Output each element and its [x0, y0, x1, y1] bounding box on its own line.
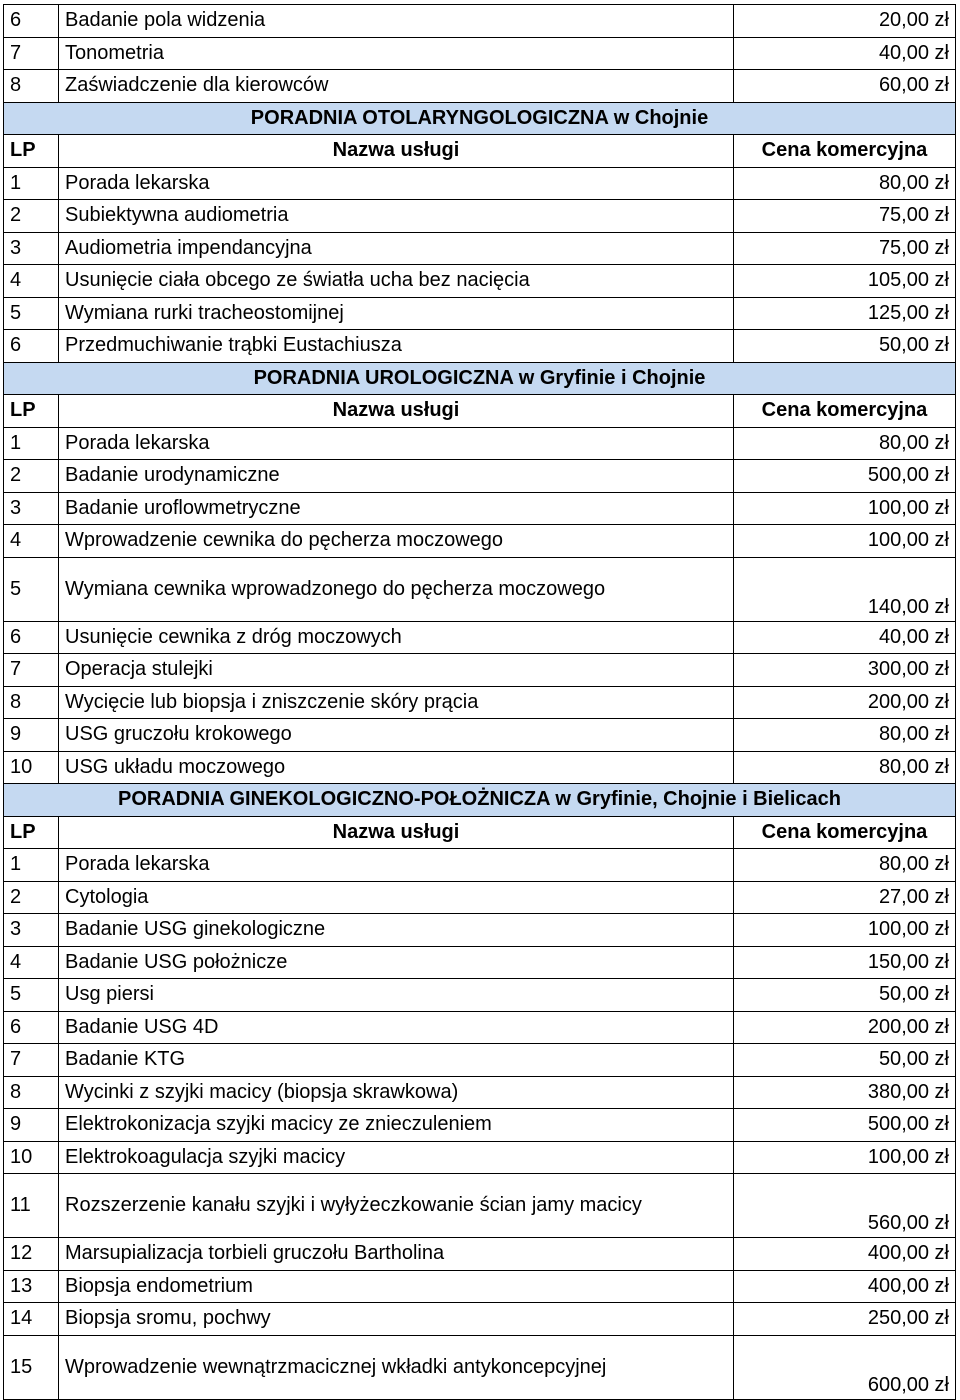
row-number: 8 [4, 686, 59, 719]
row-number: 5 [4, 297, 59, 330]
table-row [4, 1335, 956, 1399]
service-name: Biopsja sromu, pochwy [59, 1303, 734, 1336]
service-name: Operacja stulejki [59, 654, 734, 687]
row-number: 6 [4, 330, 59, 363]
table-row [4, 1238, 956, 1271]
column-header-row [4, 135, 956, 168]
row-number: 14 [4, 1303, 59, 1336]
section-header-row [4, 362, 956, 395]
column-header-row [4, 395, 956, 428]
row-number: 9 [4, 1109, 59, 1142]
table-row [4, 37, 956, 70]
row-number: 5 [4, 557, 59, 621]
column-header-price: Cena komercyjna [734, 816, 956, 849]
service-price: 100,00 zł [734, 1141, 956, 1174]
service-name: Cytologia [59, 881, 734, 914]
row-number: 13 [4, 1270, 59, 1303]
service-name: Elektrokonizacja szyjki macicy ze znieczuleniem [59, 1109, 734, 1142]
service-name: Biopsja endometrium [59, 1270, 734, 1303]
service-price: 105,00 zł [734, 265, 956, 298]
table-row [4, 1141, 956, 1174]
service-price: 60,00 zł [734, 70, 956, 103]
service-name: Przedmuchiwanie trąbki Eustachiusza [59, 330, 734, 363]
row-number: 2 [4, 200, 59, 233]
service-price: 80,00 zł [734, 751, 956, 784]
column-header-name: Nazwa usługi [59, 135, 734, 168]
service-price: 20,00 zł [734, 5, 956, 38]
table-row [4, 330, 956, 363]
table-row [4, 70, 956, 103]
row-number: 6 [4, 5, 59, 38]
table-row [4, 719, 956, 752]
table-row [4, 654, 956, 687]
row-number: 7 [4, 1044, 59, 1077]
service-price: 100,00 zł [734, 914, 956, 947]
column-header-lp: LP [4, 395, 59, 428]
service-price: 75,00 zł [734, 232, 956, 265]
service-price: 380,00 zł [734, 1076, 956, 1109]
table-row [4, 232, 956, 265]
service-price: 80,00 zł [734, 427, 956, 460]
service-price: 150,00 zł [734, 946, 956, 979]
service-price: 80,00 zł [734, 167, 956, 200]
row-number: 8 [4, 1076, 59, 1109]
table-row [4, 492, 956, 525]
table-row [4, 914, 956, 947]
service-name: Audiometria impendancyjna [59, 232, 734, 265]
row-number: 4 [4, 946, 59, 979]
service-price: 100,00 zł [734, 525, 956, 558]
service-name: Tonometria [59, 37, 734, 70]
row-number: 8 [4, 70, 59, 103]
service-price: 40,00 zł [734, 37, 956, 70]
service-name: Porada lekarska [59, 427, 734, 460]
service-price: 250,00 zł [734, 1303, 956, 1336]
table-row [4, 5, 956, 38]
column-header-row [4, 816, 956, 849]
service-name: Porada lekarska [59, 167, 734, 200]
row-number: 6 [4, 1011, 59, 1044]
table-row [4, 167, 956, 200]
price-list-body [4, 5, 956, 1400]
row-number: 3 [4, 914, 59, 947]
section-header-row [4, 784, 956, 817]
row-number: 12 [4, 1238, 59, 1271]
service-price: 200,00 zł [734, 1011, 956, 1044]
service-price: 500,00 zł [734, 1109, 956, 1142]
service-price: 80,00 zł [734, 849, 956, 882]
service-price: 75,00 zł [734, 200, 956, 233]
row-number: 7 [4, 37, 59, 70]
service-name: Wymiana cewnika wprowadzonego do pęcherza moczowego [59, 557, 734, 621]
service-price: 50,00 zł [734, 979, 956, 1012]
column-header-lp: LP [4, 816, 59, 849]
service-name: Badanie urodynamiczne [59, 460, 734, 493]
service-name: Wprowadzenie cewnika do pęcherza moczowego [59, 525, 734, 558]
table-row [4, 621, 956, 654]
table-row [4, 751, 956, 784]
table-row [4, 525, 956, 558]
row-number: 2 [4, 460, 59, 493]
row-number: 6 [4, 621, 59, 654]
table-row [4, 881, 956, 914]
service-price: 300,00 zł [734, 654, 956, 687]
table-row [4, 200, 956, 233]
table-row [4, 979, 956, 1012]
service-price: 400,00 zł [734, 1270, 956, 1303]
table-row [4, 1076, 956, 1109]
service-name: USG układu moczowego [59, 751, 734, 784]
row-number: 3 [4, 492, 59, 525]
table-row [4, 297, 956, 330]
service-name: Usunięcie ciała obcego ze światła ucha bez nacięcia [59, 265, 734, 298]
service-price: 50,00 zł [734, 1044, 956, 1077]
table-row [4, 1303, 956, 1336]
service-name: Usunięcie cewnika z dróg moczowych [59, 621, 734, 654]
table-row [4, 946, 956, 979]
row-number: 7 [4, 654, 59, 687]
table-row [4, 1044, 956, 1077]
service-price: 50,00 zł [734, 330, 956, 363]
table-row [4, 265, 956, 298]
row-number: 2 [4, 881, 59, 914]
table-row [4, 1109, 956, 1142]
table-row [4, 557, 956, 621]
column-header-name: Nazwa usługi [59, 816, 734, 849]
service-name: Zaświadczenie dla kierowców [59, 70, 734, 103]
row-number: 10 [4, 751, 59, 784]
row-number: 9 [4, 719, 59, 752]
service-price: 400,00 zł [734, 1238, 956, 1271]
table-row [4, 460, 956, 493]
section-title: PORADNIA UROLOGICZNA w Gryfinie i Chojnie [4, 362, 956, 395]
service-price: 140,00 zł [734, 557, 956, 621]
table-row [4, 427, 956, 460]
row-number: 1 [4, 427, 59, 460]
service-name: Badanie USG 4D [59, 1011, 734, 1044]
service-name: Subiektywna audiometria [59, 200, 734, 233]
service-price: 500,00 zł [734, 460, 956, 493]
service-name: Badanie KTG [59, 1044, 734, 1077]
row-number: 5 [4, 979, 59, 1012]
service-name: Wprowadzenie wewnątrzmacicznej wkładki antykoncepcyjnej [59, 1335, 734, 1399]
row-number: 11 [4, 1174, 59, 1238]
service-price: 125,00 zł [734, 297, 956, 330]
service-name: Badanie pola widzenia [59, 5, 734, 38]
row-number: 4 [4, 265, 59, 298]
service-name: Wycięcie lub biopsja i zniszczenie skóry prącia [59, 686, 734, 719]
section-header-row [4, 102, 956, 135]
service-name: USG gruczołu krokowego [59, 719, 734, 752]
service-price: 40,00 zł [734, 621, 956, 654]
service-name: Wycinki z szyjki macicy (biopsja skrawkowa) [59, 1076, 734, 1109]
column-header-name: Nazwa usługi [59, 395, 734, 428]
table-row [4, 1174, 956, 1238]
row-number: 15 [4, 1335, 59, 1399]
price-list-table [3, 4, 956, 1400]
row-number: 1 [4, 849, 59, 882]
column-header-price: Cena komercyjna [734, 135, 956, 168]
service-name: Marsupializacja torbieli gruczołu Bartholina [59, 1238, 734, 1271]
row-number: 10 [4, 1141, 59, 1174]
column-header-lp: LP [4, 135, 59, 168]
service-name: Usg piersi [59, 979, 734, 1012]
service-name: Badanie USG położnicze [59, 946, 734, 979]
service-name: Wymiana rurki tracheostomijnej [59, 297, 734, 330]
table-row [4, 1011, 956, 1044]
service-price: 560,00 zł [734, 1174, 956, 1238]
table-row [4, 686, 956, 719]
service-name: Badanie uroflowmetryczne [59, 492, 734, 525]
table-row [4, 849, 956, 882]
service-name: Elektrokoagulacja szyjki macicy [59, 1141, 734, 1174]
service-price: 27,00 zł [734, 881, 956, 914]
row-number: 4 [4, 525, 59, 558]
row-number: 3 [4, 232, 59, 265]
table-row [4, 1270, 956, 1303]
service-name: Rozszerzenie kanału szyjki i wyłyżeczkowanie ścian jamy macicy [59, 1174, 734, 1238]
service-price: 200,00 zł [734, 686, 956, 719]
section-title: PORADNIA OTOLARYNGOLOGICZNA w Chojnie [4, 102, 956, 135]
service-name: Porada lekarska [59, 849, 734, 882]
column-header-price: Cena komercyjna [734, 395, 956, 428]
service-price: 100,00 zł [734, 492, 956, 525]
service-price: 80,00 zł [734, 719, 956, 752]
service-price: 600,00 zł [734, 1335, 956, 1399]
service-name: Badanie USG ginekologiczne [59, 914, 734, 947]
row-number: 1 [4, 167, 59, 200]
section-title: PORADNIA GINEKOLOGICZNO-POŁOŻNICZA w Gryfinie, Chojnie i Bielicach [4, 784, 956, 817]
